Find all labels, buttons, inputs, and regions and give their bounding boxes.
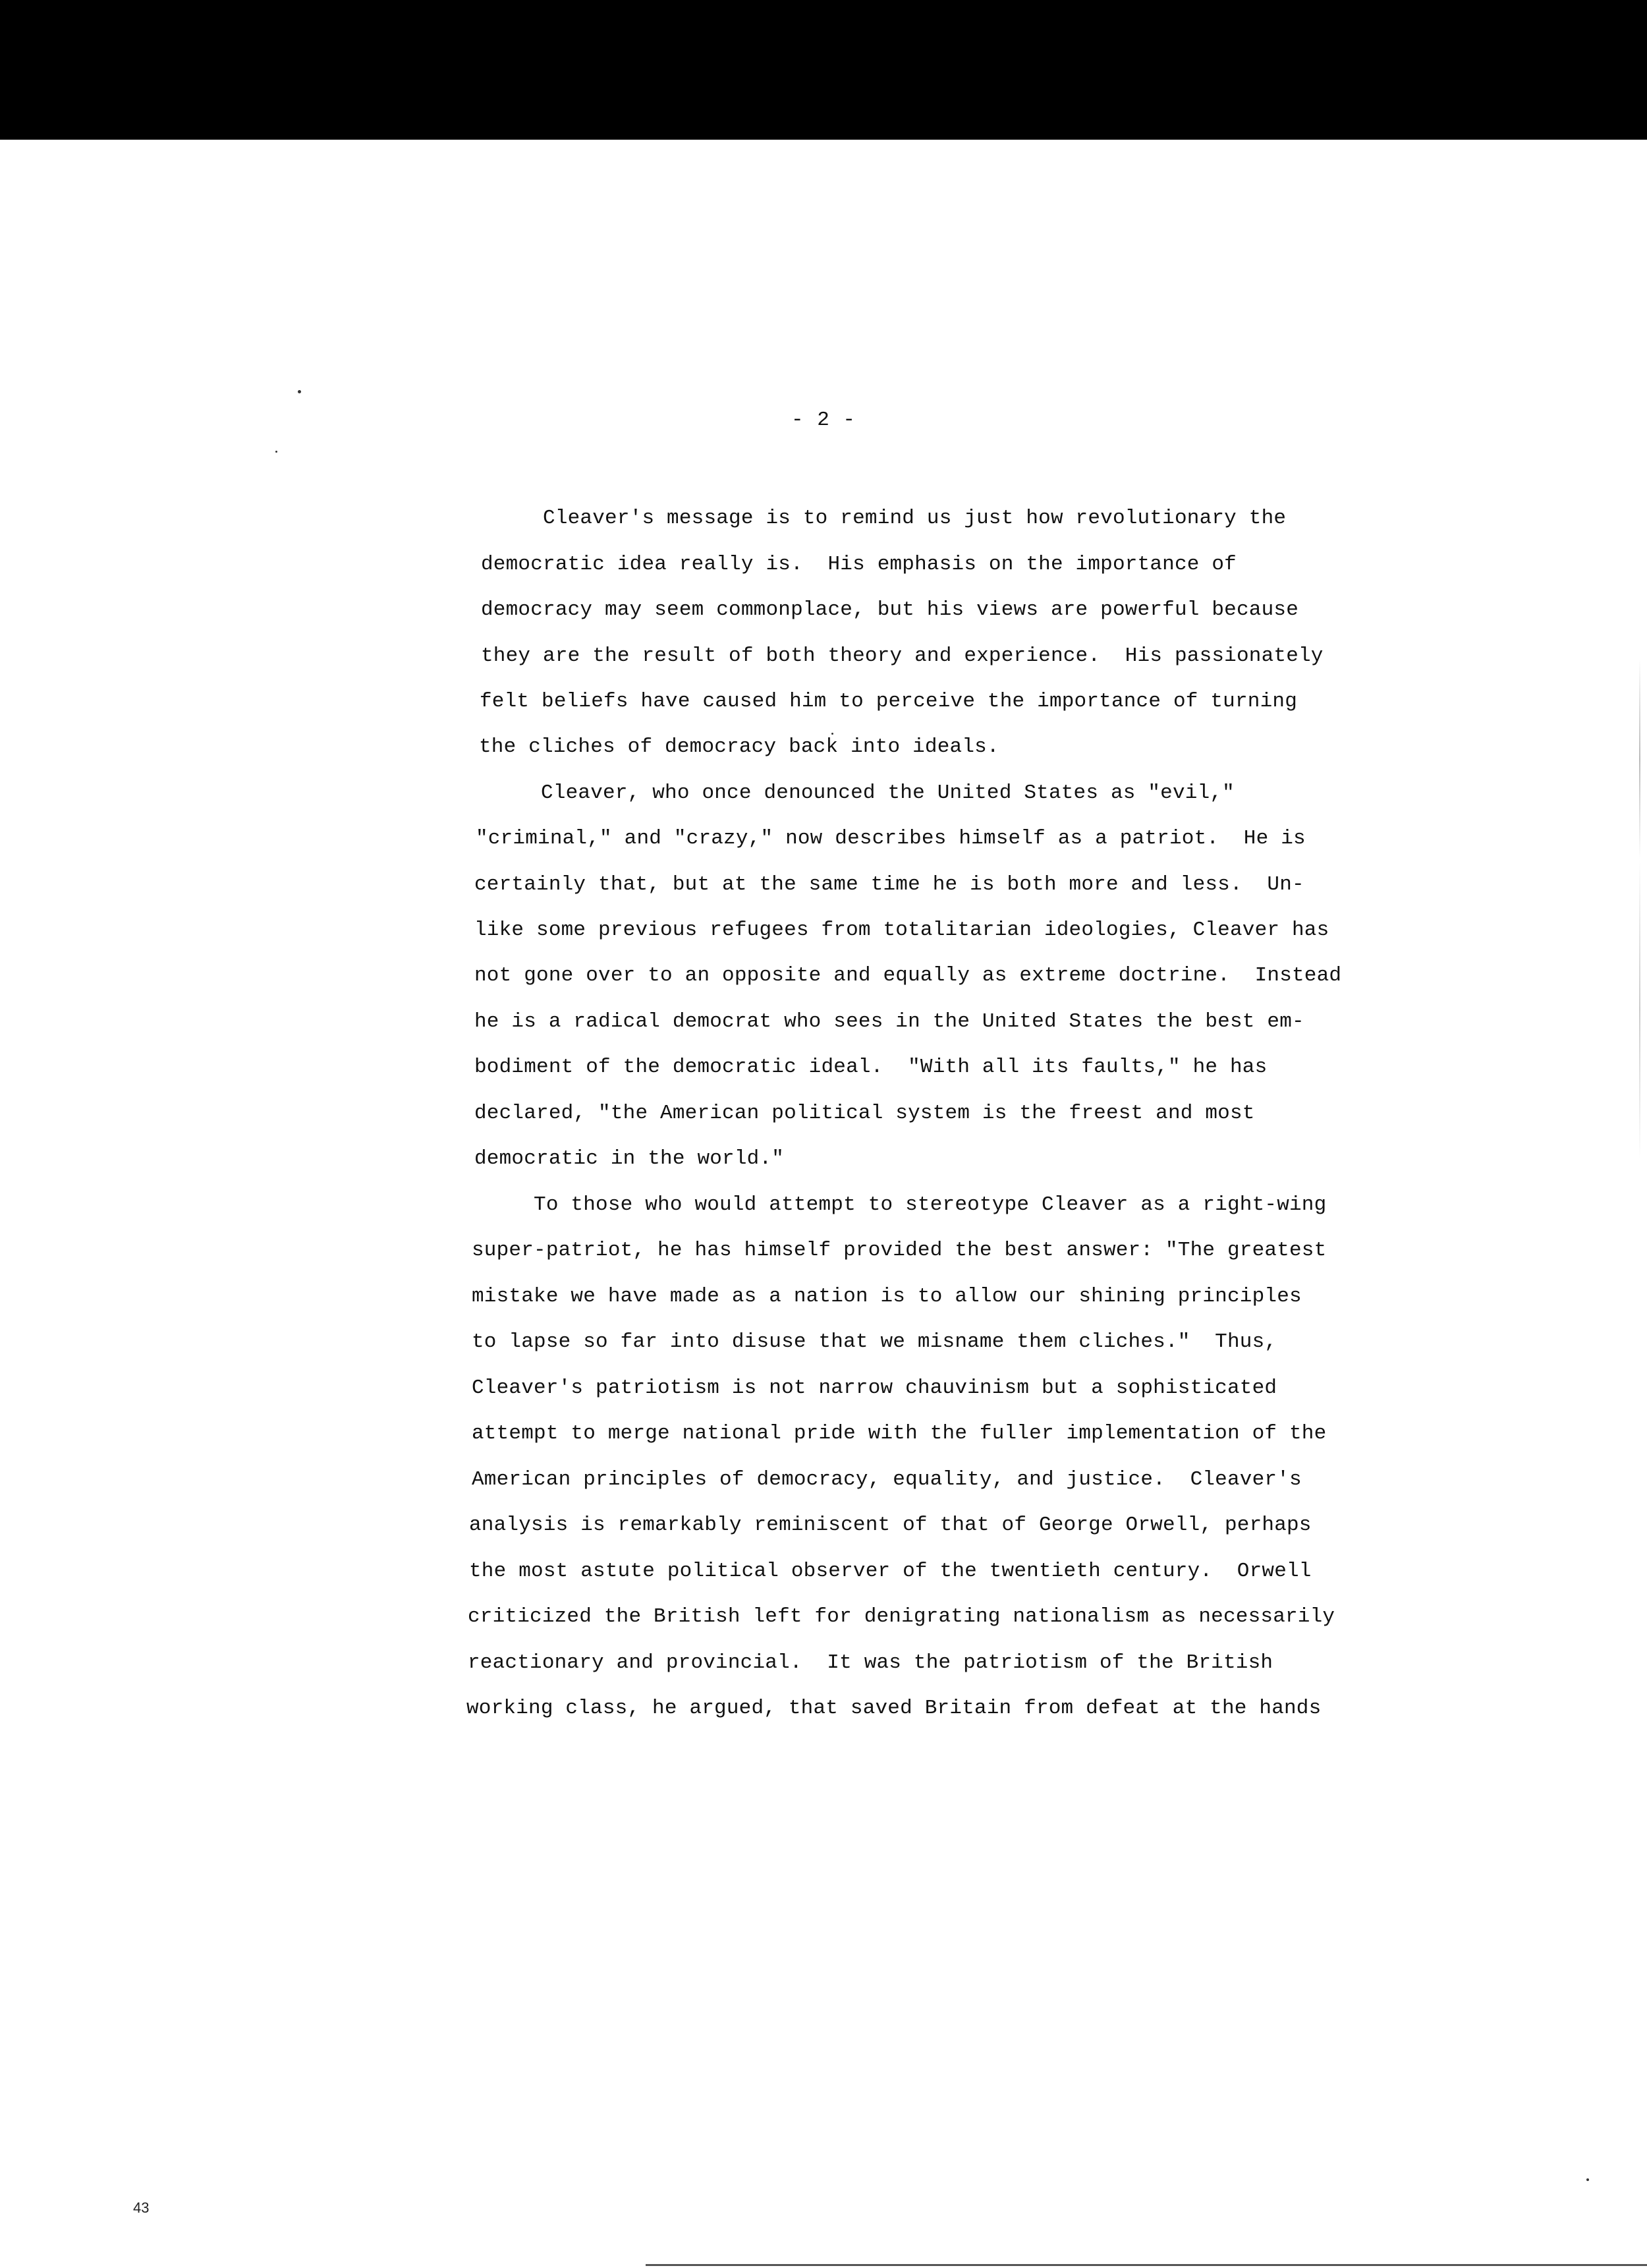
scan-speck <box>1586 2178 1589 2181</box>
text-line: they are the result of both theory and experience. His passionately <box>481 644 1324 667</box>
text-line: working class, he argued, that saved Britain from defeat at the hands <box>466 1697 1322 1720</box>
text-line: reactionary and provincial. It was the patriotism of the British <box>468 1651 1273 1674</box>
text-line: super-patriot, he has himself provided the best answer: "The greatest <box>472 1239 1327 1262</box>
text-line: he is a radical democrat who sees in the United States the best em- <box>474 1010 1304 1033</box>
text-line: felt beliefs have caused him to perceive the importance of turning <box>480 690 1297 713</box>
text-line: to lapse so far into disuse that we misname them cliches." Thus, <box>472 1330 1277 1353</box>
text-line: democratic idea really is. His emphasis on the importance of <box>481 553 1237 576</box>
text-line: certainly that, but at the same time he is both more and less. Un- <box>474 873 1304 896</box>
text-line: Cleaver, who once denounced the United States as "evil," <box>479 781 1235 805</box>
text-line: analysis is remarkably reminiscent of that of George Orwell, perhaps <box>469 1514 1312 1537</box>
text-line: not gone over to an opposite and equally as extreme doctrine. Instead <box>474 964 1342 987</box>
text-line: the most astute political observer of the twentieth century. Orwell <box>469 1560 1312 1583</box>
scan-top-band <box>0 0 1647 140</box>
scan-speck <box>275 451 277 453</box>
text-line: "criminal," and "crazy," now describes himself as a patriot. He is <box>476 827 1306 850</box>
text-line: like some previous refugees from totalitarian ideologies, Cleaver has <box>474 919 1329 942</box>
text-line: mistake we have made as a nation is to allow our shining principles <box>472 1285 1302 1308</box>
scan-edge-shadow <box>1639 659 1640 1160</box>
scan-bottom-edge <box>646 2264 1647 2266</box>
text-line: Cleaver's patriotism is not narrow chauvinism but a sophisticated <box>472 1376 1277 1400</box>
scan-speck <box>298 390 301 393</box>
page-number: - 2 - <box>791 409 856 432</box>
text-line: To those who would attempt to stereotype Cleaver as a right-wing <box>472 1193 1327 1216</box>
text-line: the cliches of democracy back into ideals. <box>479 735 999 758</box>
footer-page-number: 43 <box>133 2199 150 2216</box>
text-line: declared, "the American political system is the freest and most <box>474 1102 1255 1125</box>
text-line: attempt to merge national pride with the fuller implementation of the <box>472 1422 1327 1445</box>
text-line: democratic in the world." <box>474 1147 785 1170</box>
text-line: Cleaver's message is to remind us just how revolutionary the <box>481 507 1287 530</box>
text-line: American principles of democracy, equality, and justice. Cleaver's <box>472 1468 1302 1491</box>
text-line: bodiment of the democratic ideal. "With all its faults," he has <box>474 1056 1268 1079</box>
text-line: democracy may seem commonplace, but his views are powerful because <box>481 598 1298 621</box>
text-line: criticized the British left for denigrating nationalism as necessarily <box>468 1605 1335 1628</box>
